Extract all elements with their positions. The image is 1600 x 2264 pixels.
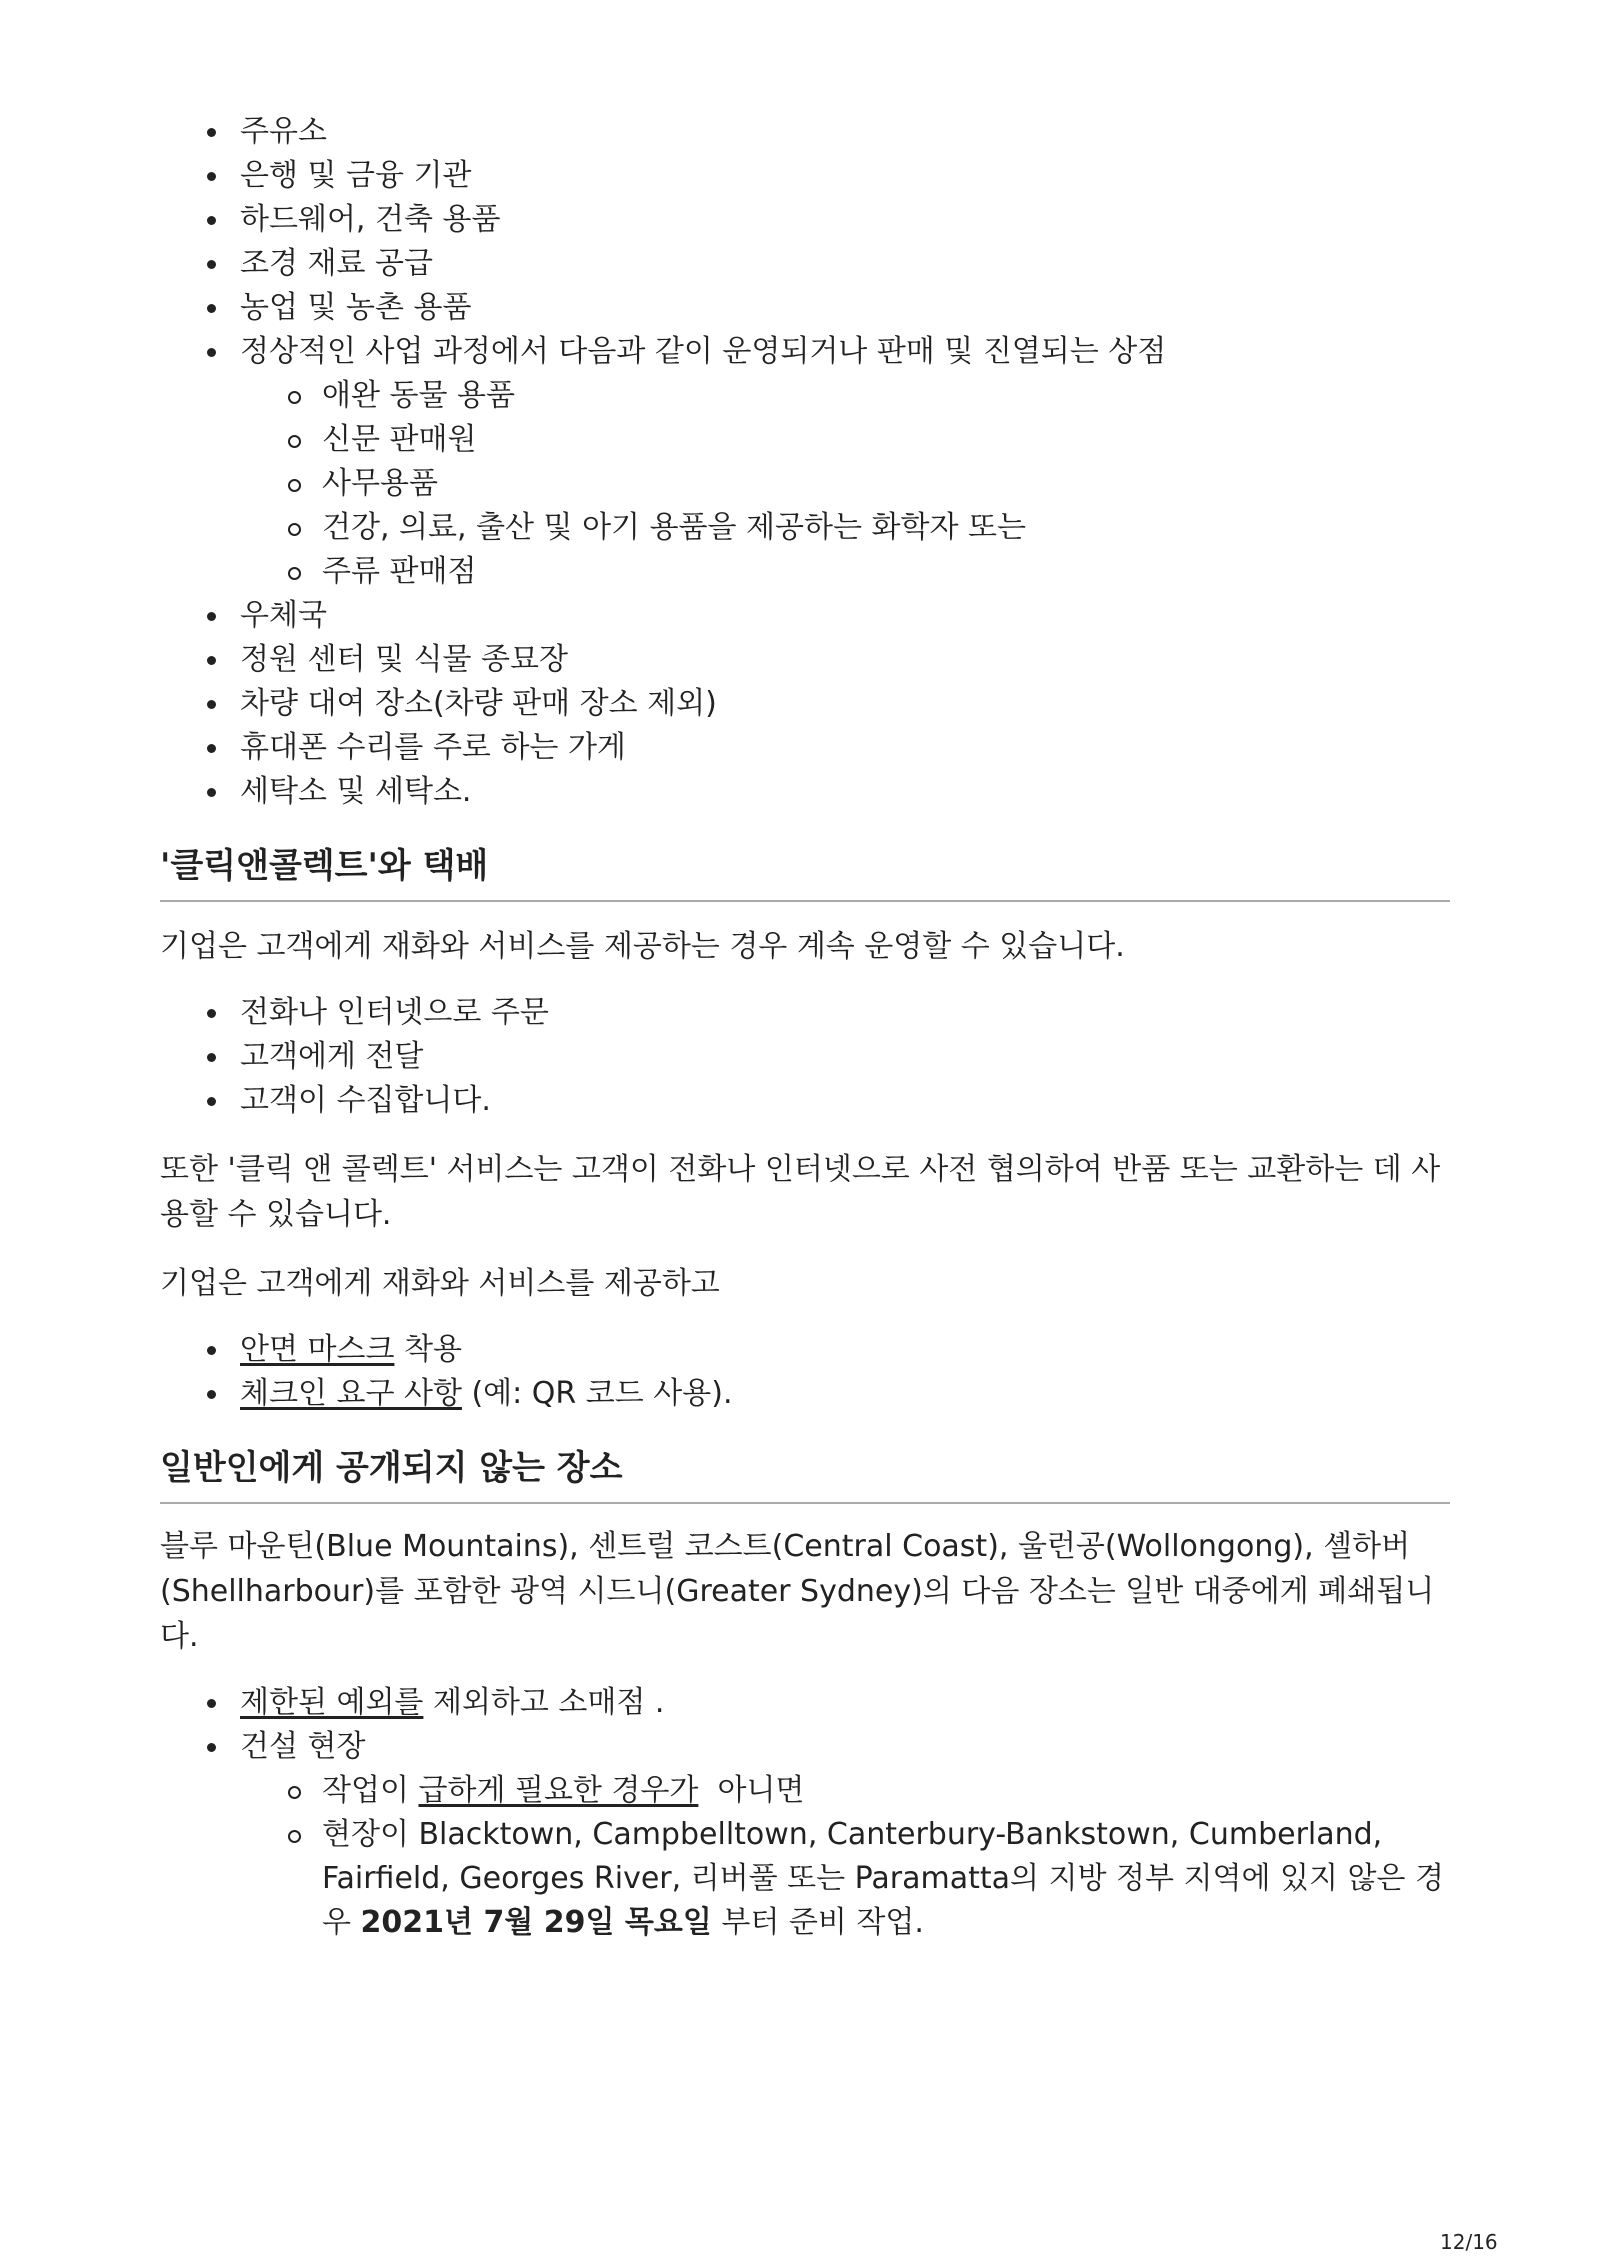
business-list (160, 110, 1450, 814)
sub-item-text: 아니면 (698, 1773, 805, 1808)
sub-list-item: 신문 판매원 (240, 418, 1450, 462)
list-item: 정원 센터 및 식물 종묘장 (160, 638, 1450, 682)
sub-item-text: 작업이 (322, 1773, 419, 1808)
list-item: 주유소 (160, 110, 1450, 154)
list-item: 휴대폰 수리를 주로 하는 가게 (160, 726, 1450, 770)
restricted-exceptions-link[interactable]: 제한된 예외를 (240, 1685, 424, 1720)
list-item: 농업 및 농촌 용품 (160, 286, 1450, 330)
list-item-label: 건설 현장 (240, 1729, 366, 1764)
sub-item-text: 현장이 Blacktown, Campbelltown, Canterbury-Bankstown, Cumberland, Fairfield, Georges River, 리버풀 또는 Paramatta의 지방 정부 지역에 있지 않은 경우 (322, 1817, 1444, 1940)
face-mask-link[interactable]: 안면 마스크 (240, 1332, 395, 1367)
list-item: 하드웨어, 건축 용품 (160, 198, 1450, 242)
page-number: 12/16 (1440, 2230, 1498, 2254)
list-item-text: (예: QR 코드 사용). (461, 1376, 733, 1411)
delivery-list (160, 991, 1450, 1123)
list-item-label: 정상적인 사업 과정에서 다음과 같이 운영되거나 판매 및 진열되는 상점 (240, 334, 1167, 369)
list-item: 우체국 (160, 594, 1450, 638)
check-in-link[interactable]: 체크인 요구 사항 (240, 1376, 462, 1411)
list-item: 고객에게 전달 (160, 1035, 1450, 1079)
list-item (160, 1725, 1450, 1945)
sub-list-item: 주류 판매점 (240, 550, 1450, 594)
paragraph: 기업은 고객에게 재화와 서비스를 제공하는 경우 계속 운영할 수 있습니다. (160, 929, 1125, 964)
closed-places-list (160, 1681, 1450, 1945)
list-item: 조경 재료 공급 (160, 242, 1450, 286)
paragraph: 또한 '클릭 앤 콜렉트' 서비스는 고객이 전화나 인터넷으로 사전 협의하여 반품 또는 교환하는 데 사용할 수 있습니다. (160, 1152, 1441, 1232)
section-heading-closed-places: 일반인에게 공개되지 않는 장소 (160, 1444, 1450, 1504)
sub-list (240, 374, 1450, 594)
list-item: 은행 및 금융 기관 (160, 154, 1450, 198)
list-item (160, 1328, 1450, 1372)
list-item (160, 1681, 1450, 1725)
sub-item-text: 부터 준비 작업. (711, 1905, 924, 1940)
sub-list-item: 사무용품 (240, 462, 1450, 506)
list-item: 차량 대여 장소(차량 판매 장소 제외) (160, 682, 1450, 726)
list-item (160, 330, 1450, 594)
sub-list-item: 건강, 의료, 출산 및 아기 용품을 제공하는 화학자 또는 (240, 506, 1450, 550)
list-item-text: 착용 (394, 1332, 462, 1367)
paragraph: 블루 마운틴(Blue Mountains), 센트럴 코스트(Central Coast), 울런공(Wollongong), 셸하버(Shellharbour)를 포함한 광역 시드니(Greater Sydney)의 다음 장소는 일반 대중에게 폐쇄됩니다. (160, 1529, 1435, 1654)
paragraph: 기업은 고객에게 재화와 서비스를 제공하고 (160, 1266, 720, 1301)
sub-list-item (240, 1813, 1450, 1945)
urgent-work-link[interactable]: 급하게 필요한 경우가 (418, 1773, 699, 1808)
requirements-list (160, 1328, 1450, 1416)
sub-list-item: 애완 동물 용품 (240, 374, 1450, 418)
document-page (160, 110, 1450, 1945)
date-emphasis: 2021년 7월 29일 목요일 (360, 1905, 712, 1940)
sub-list-item (240, 1769, 1450, 1813)
list-item (160, 1372, 1450, 1416)
list-item-text: 제외하고 소매점 . (423, 1685, 665, 1720)
list-item: 전화나 인터넷으로 주문 (160, 991, 1450, 1035)
list-item: 고객이 수집합니다. (160, 1079, 1450, 1123)
sub-list (240, 1769, 1450, 1945)
list-item: 세탁소 및 세탁소. (160, 770, 1450, 814)
section-heading-click-collect: '클릭앤콜렉트'와 택배 (160, 842, 1450, 902)
